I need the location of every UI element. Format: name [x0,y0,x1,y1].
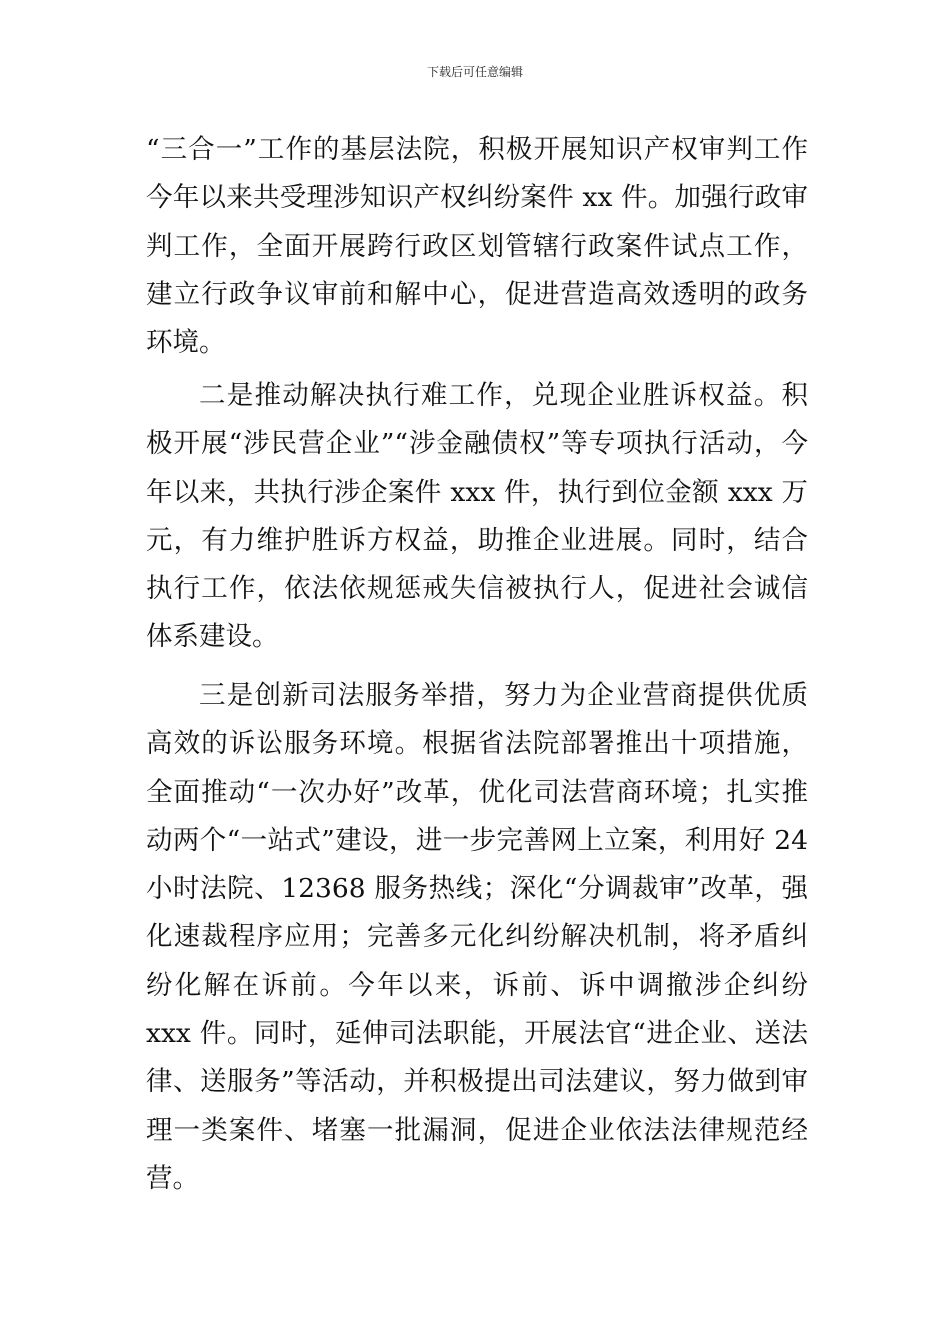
paragraph-1: “三合一”工作的基层法院，积极开展知识产权审判工作今年以来共受理涉知识产权纠纷案件 xx 件。加强行政审判工作，全面开展跨行政区划管辖行政案件试点工作，建立行政争议审前和解中心，促进营造高效透明的政务环境。 [146,134,808,359]
header-note: 下载后可任意编辑 [426,65,523,79]
paragraph-2: 二是推动解决执行难工作，兑现企业胜诉权益。积极开展“涉民营企业”“涉金融债权”等专项执行活动，今年以来，共执行涉企案件 xxx 件，执行到位金额 xxx 万元，有力维护胜诉方权益，助推企业进展。同时，结合执行工作，依法依规惩戒失信被执行人，促进社会诚信体系建设。 [146,380,808,653]
paragraph-3: 三是创新司法服务举措，努力为企业营商提供优质高效的诉讼服务环境。根据省法院部署推出十项措施，全面推动“一次办好”改革，优化司法营商环境；扎实推动两个“一站式”建设，进一步完善网上立案，利用好 24 小时法院、12368 服务热线；深化“分调裁审”改革，强化速裁程序应用；完善多元化纠纷解决机制，将矛盾纠纷化解在诉前。今年以来，诉前、诉中调撤涉企纠纷 xxx 件。同时，延伸司法职能，开展法官“进企业、送法律、送服务”等活动，并积极提出司法建议，努力做到审理一类案件、堵塞一批漏洞，促进企业依法法律规范经营。 [146,680,808,1194]
